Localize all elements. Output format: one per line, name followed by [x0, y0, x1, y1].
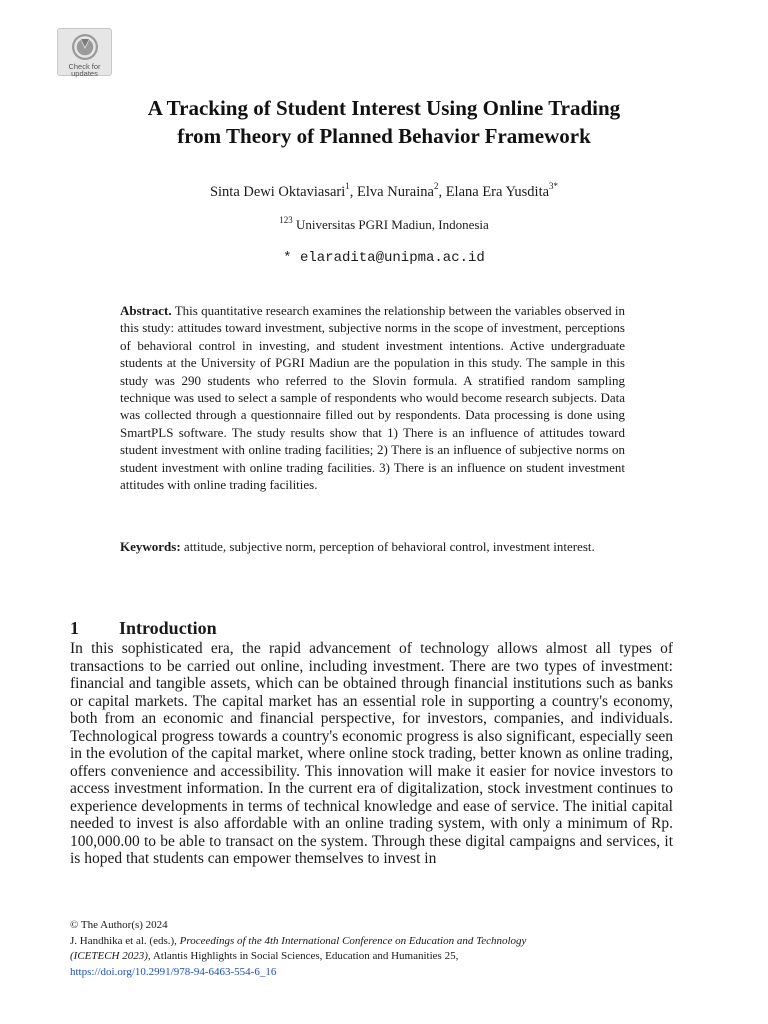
keywords-label: Keywords: [120, 539, 181, 554]
badge-label: Check for updates [68, 62, 101, 78]
check-for-updates-badge[interactable] [57, 28, 112, 76]
proceedings-title-cont: (ICETECH 2023) [70, 950, 148, 962]
corresponding-email[interactable]: * elaradita@unipma.ac.id [283, 250, 485, 266]
author-name: Elva Nuraina [357, 184, 434, 200]
title-line-2: from Theory of Planned Behavior Framework [177, 124, 591, 148]
abstract-label: Abstract. [120, 303, 172, 318]
section-heading-introduction [70, 616, 217, 640]
abstract [120, 302, 625, 493]
proceedings-title: Proceedings of the 4th International Conference on Education and Technology [179, 934, 527, 947]
section-number: 1 [70, 617, 79, 638]
keywords [120, 538, 625, 555]
author-list [60, 182, 708, 202]
author-affiliation-mark: 2 [433, 181, 439, 192]
author-name: Elana Era Yusdita [445, 184, 550, 200]
paper-title [60, 94, 708, 150]
affiliation-name: Universitas PGRI Madiun, Indonesia [295, 217, 489, 232]
author-separator: , [349, 184, 358, 200]
section-title: Introduction [119, 617, 217, 638]
citation-line-1 [70, 934, 690, 950]
footer-notes [70, 918, 690, 980]
abstract-text: This quantitative research examines the relationship between the variables observed in this study: attitudes toward investment, subjective norms in the scope of investment, perceptions of behavioral control in investing, and student investment intentions. Active undergraduate students at the University of PGRI Madiun are the population in this study. The sample in this study was 290 students who referred to the Slovin formula. A stratified random sampling technique was used to select a sample of respondents who would become research subjects. Data was collected through a questionnaire filled out by respondents. Data processing is done using SmartPLS software. The study results show that 1) There is an influence of attitudes toward student investment with online trading facilities; 2) There is an influence of subjective norms on student investment with online trading facilities. 3) There is an influence on student investment attitudes with online trading facilities. [120, 303, 625, 493]
citation-line-2 [70, 949, 690, 965]
author-affiliation-mark: 1 [345, 181, 350, 192]
series-name: , Atlantis Highlights in Social Sciences, Education and Humanities 25, [147, 950, 459, 962]
introduction-paragraph: In this sophisticated era, the rapid advancement of technology allows almost all types of transactions to be carried out online, including investment. There are two types of investment: financial and tangible assets, which can be obtained through financial institutions such as banks or capital markets. The capital market has an essential role in supporting a country's economy, both from an economic and financial perspective, for investors, companies, and individuals. Technological progress towards a country's economic progress is also significant, especially seen in the evolution of the capital market, where online stock trading, better known as online trading, offers convenience and accessibility. This innovation will make it easier for novice investors to access investment information. In the current era of digitalization, stock investment continues to experience developments in terms of technical knowledge and ease of service. The initial capital needed to invest is also affordable with an online trading system, with only a minimum of Rp. 100,000.00 to be able to transact on the system. Through these digital campaigns and services, it is hoped that students can empower themselves to invest in [70, 640, 673, 867]
author-name: Sinta Dewi Oktaviasari [209, 184, 346, 200]
author-affiliation-mark: 3* [549, 181, 559, 192]
author-separator: , [438, 184, 446, 200]
affiliation-mark: 123 [279, 214, 293, 225]
doi-link[interactable]: https://doi.org/10.2991/978-94-6463-554-6_16 [70, 965, 277, 978]
citation-editors: J. Handhika et al. (eds.), [70, 934, 180, 947]
copyright-notice: © The Author(s) 2024 [70, 919, 168, 931]
title-line-1: A Tracking of Student Interest Using Online Trading [147, 96, 621, 120]
check-for-updates-icon [70, 32, 100, 62]
affiliation [60, 216, 708, 234]
keywords-text: attitude, subjective norm, perception of behavioral control, investment interest. [183, 539, 595, 554]
